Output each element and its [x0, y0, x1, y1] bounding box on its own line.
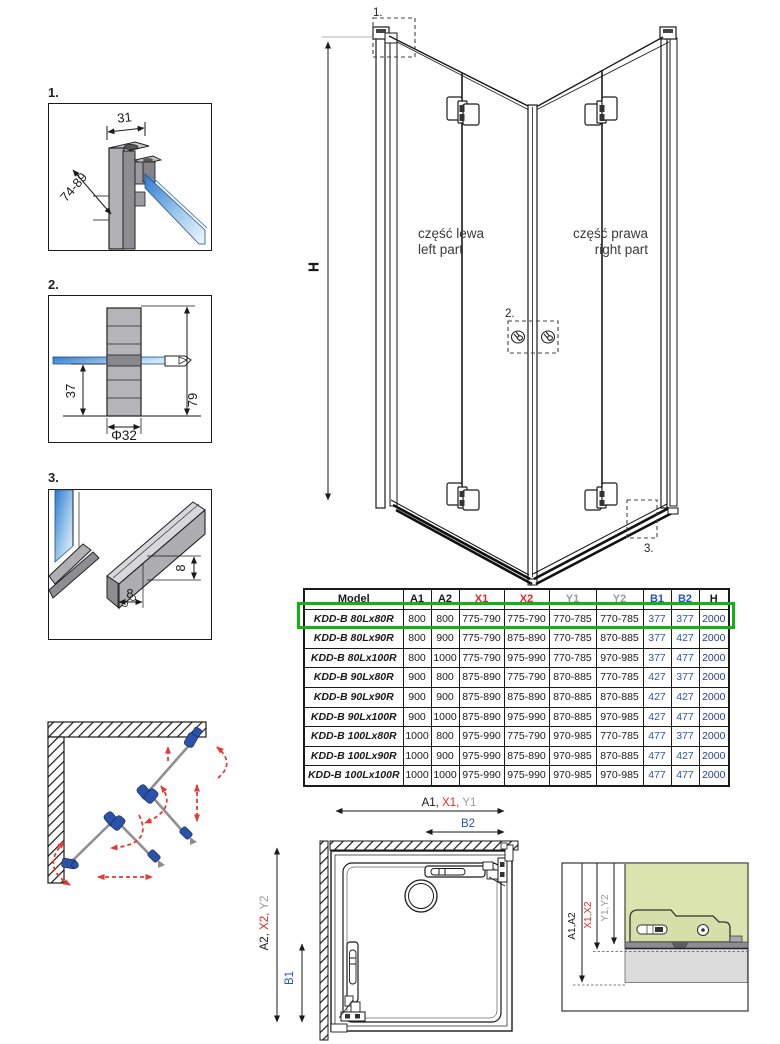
left-part-label-pl: część lewa — [418, 226, 485, 241]
right-bottom-hinge — [585, 483, 617, 510]
value-cell: 900 — [403, 687, 431, 707]
knob-left — [512, 331, 525, 343]
value-cell: 775-790 — [459, 629, 504, 649]
value-cell: 870-885 — [596, 687, 643, 707]
table-row — [304, 609, 729, 629]
hinges-blue — [61, 727, 202, 870]
value-cell: 800 — [431, 727, 459, 747]
value-cell: 870-885 — [596, 629, 643, 649]
value-cell: 477 — [643, 746, 671, 766]
value-cell: 427 — [671, 746, 699, 766]
value-cell: 975-990 — [504, 766, 549, 786]
table-row — [304, 727, 729, 747]
model-cell: KDD-B 80Lx100R — [304, 648, 403, 668]
value-cell: 1000 — [431, 766, 459, 786]
value-cell: 970-985 — [596, 707, 643, 727]
value-cell: 975-990 — [459, 727, 504, 747]
glass-with-frame — [49, 490, 99, 598]
col-header-x2: X2 — [504, 589, 549, 609]
value-cell: 2000 — [699, 629, 729, 649]
value-cell: 477 — [643, 727, 671, 747]
value-cell: 427 — [643, 668, 671, 688]
svg-text:2.: 2. — [505, 308, 515, 320]
main-enclosure-drawing — [300, 5, 710, 587]
table-body — [304, 609, 729, 786]
dimension-79 — [185, 307, 200, 415]
value-cell: 800 — [403, 648, 431, 668]
section-detail-drawing — [555, 860, 755, 1012]
detail-3-drawing — [49, 490, 211, 639]
door-panels — [68, 742, 192, 865]
col-header-a1: A1 — [403, 589, 431, 609]
value-cell: 770-785 — [549, 648, 596, 668]
value-cell: 770-785 — [596, 609, 643, 629]
value-cell: 1000 — [403, 766, 431, 786]
dimension-b1 — [284, 944, 302, 1022]
value-cell: 775-790 — [459, 609, 504, 629]
value-cell: 377 — [671, 609, 699, 629]
value-cell: 970-985 — [549, 727, 596, 747]
svg-text:37: 37 — [63, 383, 78, 399]
svg-text:31: 31 — [116, 109, 133, 126]
dimension-a2x2y2 — [259, 848, 277, 1022]
svg-text:1.: 1. — [373, 7, 383, 19]
model-cell: KDD-B 100Lx80R — [304, 727, 403, 747]
model-cell: KDD-B 100Lx100R — [304, 766, 403, 786]
value-cell: 770-785 — [549, 609, 596, 629]
dimension-diameter — [107, 418, 141, 443]
dimension-b2 — [426, 818, 504, 832]
svg-text:Y1,Y2: Y1,Y2 — [600, 894, 611, 922]
svg-text:H: H — [306, 262, 321, 272]
svg-text:A2, X2, Y2: A2, X2, Y2 — [259, 895, 271, 951]
knob-section — [107, 308, 141, 416]
value-cell: 975-990 — [459, 746, 504, 766]
value-cell: 900 — [431, 746, 459, 766]
dimension-31 — [107, 109, 145, 140]
table-row — [304, 707, 729, 727]
value-cell: 875-890 — [459, 687, 504, 707]
value-cell: 1000 — [431, 648, 459, 668]
value-cell: 770-785 — [596, 727, 643, 747]
value-cell: 970-985 — [549, 766, 596, 786]
table-row — [304, 766, 729, 786]
right-part-label-en: right part — [594, 242, 648, 257]
value-cell: 2000 — [699, 746, 729, 766]
value-cell: 477 — [671, 707, 699, 727]
detail-3-label: 3. — [48, 470, 59, 485]
svg-text:8: 8 — [126, 586, 134, 601]
left-wall-profile — [373, 27, 397, 508]
value-cell: 975-990 — [459, 766, 504, 786]
value-cell: 377 — [671, 727, 699, 747]
value-cell: 427 — [643, 707, 671, 727]
value-cell: 377 — [643, 609, 671, 629]
value-cell: 875-890 — [459, 668, 504, 688]
model-cell: KDD-B 80Lx80R — [304, 609, 403, 629]
value-cell: 2000 — [699, 727, 729, 747]
value-cell: 875-890 — [504, 746, 549, 766]
walls — [48, 722, 206, 883]
svg-text:B1: B1 — [284, 970, 296, 986]
left-part-label-en: left part — [418, 242, 464, 257]
left-bottom-hinge — [447, 483, 479, 510]
value-cell: 875-890 — [504, 687, 549, 707]
value-cell: 900 — [403, 668, 431, 688]
model-cell: KDD-B 90Lx80R — [304, 668, 403, 688]
svg-text:3.: 3. — [644, 543, 654, 555]
detail-2-label: 2. — [48, 277, 59, 292]
value-cell: 900 — [403, 707, 431, 727]
value-cell: 870-885 — [549, 687, 596, 707]
dimension-74-89 — [57, 170, 111, 220]
detail-1-drawing — [49, 104, 211, 250]
glass-top-edges — [389, 36, 669, 111]
value-cell: 427 — [671, 629, 699, 649]
value-cell: 1000 — [431, 707, 459, 727]
svg-text:79: 79 — [185, 392, 200, 408]
value-cell: 800 — [431, 668, 459, 688]
value-cell: 477 — [671, 766, 699, 786]
detail-2-drawing — [49, 296, 211, 442]
value-cell: 770-785 — [549, 629, 596, 649]
value-cell: 2000 — [699, 766, 729, 786]
knob-right — [542, 331, 555, 343]
table-header-row — [304, 589, 729, 609]
table-row — [304, 629, 729, 649]
svg-text:A1,A2: A1,A2 — [567, 912, 578, 940]
col-header-a2: A2 — [431, 589, 459, 609]
svg-text:A1, X1, Y1: A1, X1, Y1 — [421, 797, 477, 809]
dimension-37 — [63, 364, 105, 415]
value-cell: 800 — [403, 629, 431, 649]
detail-3-box — [48, 489, 212, 640]
value-cell: 377 — [643, 629, 671, 649]
motion-arrows — [53, 747, 226, 885]
value-cell: 377 — [643, 648, 671, 668]
detail-1-box — [48, 103, 212, 251]
value-cell: 2000 — [699, 648, 729, 668]
table-row — [304, 668, 729, 688]
value-cell: 800 — [403, 609, 431, 629]
svg-text:Φ32: Φ32 — [111, 428, 137, 443]
right-top-hinge — [585, 97, 617, 125]
detail-1-label: 1. — [48, 85, 59, 100]
model-cell: KDD-B 100Lx90R — [304, 746, 403, 766]
value-cell: 1000 — [403, 727, 431, 747]
table-row — [304, 648, 729, 668]
svg-text:X1,X2: X1,X2 — [583, 901, 594, 929]
folding-schematic — [40, 715, 240, 895]
value-cell: 775-790 — [504, 609, 549, 629]
value-cell: 477 — [643, 766, 671, 786]
value-cell: 900 — [431, 687, 459, 707]
value-cell: 2000 — [699, 609, 729, 629]
value-cell: 427 — [671, 687, 699, 707]
svg-text:8: 8 — [173, 564, 188, 572]
value-cell: 2000 — [699, 687, 729, 707]
value-cell: 775-790 — [504, 668, 549, 688]
col-header-b2: B2 — [671, 589, 699, 609]
value-cell: 477 — [671, 648, 699, 668]
col-header-h: H — [699, 589, 729, 609]
table-header — [304, 589, 729, 609]
value-cell: 975-990 — [504, 648, 549, 668]
table-row — [304, 746, 729, 766]
top-view-drawing — [255, 790, 540, 1044]
value-cell: 870-885 — [549, 707, 596, 727]
value-cell: 970-985 — [596, 648, 643, 668]
value-cell: 775-790 — [504, 727, 549, 747]
model-cell: KDD-B 90Lx90R — [304, 687, 403, 707]
glass-panel — [145, 174, 207, 244]
model-cell: KDD-B 80Lx90R — [304, 629, 403, 649]
detail-2-box — [48, 295, 212, 443]
right-part-label-pl: część prawa — [572, 226, 648, 241]
svg-text:74-89: 74-89 — [57, 169, 91, 205]
svg-text:B2: B2 — [460, 818, 476, 830]
value-cell: 900 — [431, 629, 459, 649]
value-cell: 2000 — [699, 707, 729, 727]
value-cell: 2000 — [699, 668, 729, 688]
value-cell: 875-890 — [459, 707, 504, 727]
value-cell: 770-785 — [596, 668, 643, 688]
value-cell: 870-885 — [596, 746, 643, 766]
seal-profile-3d — [107, 502, 205, 608]
table-row — [304, 687, 729, 707]
center-corner-post — [528, 105, 537, 585]
value-cell: 377 — [671, 668, 699, 688]
value-cell: 875-890 — [504, 629, 549, 649]
value-cell: 975-990 — [504, 707, 549, 727]
dimension-a1x1y1 — [336, 797, 504, 811]
value-cell: 970-985 — [549, 746, 596, 766]
left-top-hinge — [447, 97, 479, 125]
col-header-y1: Y1 — [549, 589, 596, 609]
right-wall-profile — [660, 27, 677, 508]
col-header-model: Model — [304, 589, 403, 609]
value-cell: 1000 — [403, 746, 431, 766]
value-cell: 427 — [643, 687, 671, 707]
col-header-b1: B1 — [643, 589, 671, 609]
floor-strip — [625, 949, 748, 983]
value-cell: 970-985 — [596, 766, 643, 786]
col-header-y2: Y2 — [596, 589, 643, 609]
model-cell: KDD-B 90Lx100R — [304, 707, 403, 727]
col-header-x1: X1 — [459, 589, 504, 609]
value-cell: 870-885 — [549, 668, 596, 688]
value-cell: 775-790 — [459, 648, 504, 668]
value-cell: 800 — [431, 609, 459, 629]
dimensions-table — [303, 588, 730, 787]
